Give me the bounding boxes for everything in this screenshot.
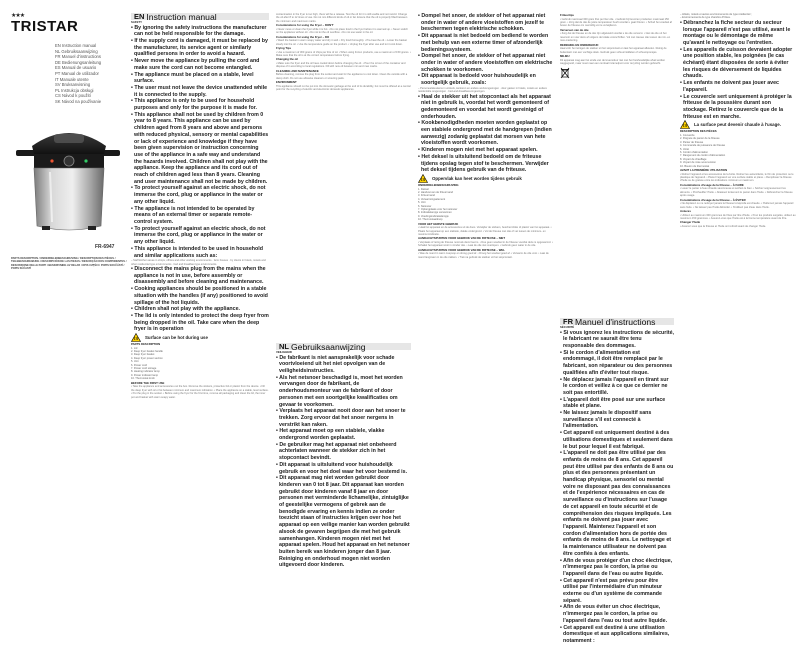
list-item: 4. Commande de puissance de friteuse <box>680 144 726 148</box>
nl-sub-bullets: – Personeelskeukens in winkels, kantoren en andere werkomgevingen · door gasten in hotels, motels en andere residentiële omgevingen · bed-and-breakfast-omgevingen. <box>418 86 547 94</box>
fr-body-text: • Ne déplacez ou ne nettoyez jamais la friteuse lorsqu'elle est chaude. • N'allumez jamais l'appareil sans huile. • Ne laissez pas l'huile déborder. • N'utilisez pas d'eau dans l'huile. <box>680 202 794 209</box>
list-item: • Si le cordon d'alimentation est endommagé, il doit être remplacé par le fabricant, son réparateur ou des personnes qualifiées afin d'éviter tout risque. <box>560 350 674 377</box>
fr-body-text: • Assurez-vous que la friteuse et l'huile ont refroidi avant de changer l'huile. <box>680 225 767 229</box>
nl-before-heading: VOOR HET EERSTE GEBRUIK <box>418 221 459 226</box>
list-item: • Afin de vous éviter un choc électrique, n'immergez pas le cordon, la prise ou l'appareil dans l'eau ou tout autre liquide. <box>560 604 674 624</box>
nl-section-header: NL Gebruiksaanwijzing <box>276 343 411 350</box>
list-item: • To protect yourself against an electric shock, do not immerse the cord, plug or appliance in the water or any other liquid. <box>131 185 269 205</box>
list-item: • Haal de stekker uit het stopcontact als het apparaat niet in gebruik is, voordat het wordt gemonteerd of gedemonteerd en voordat het wordt gereinigd of onderhouden. <box>418 94 554 121</box>
fr-frying-heading: Astuces <box>680 209 691 214</box>
en-surface-warning <box>131 333 269 342</box>
list-item: 7. Rangement du cordon d'alimentation <box>680 154 726 158</box>
en-body-text: • Never move or clean the fryer while it is hot. • Do not place food in the fryer before it is warmed up. • Never switch on the appliance without oil. • Do not let the oil overflow. • Do not use water in the oil. <box>276 27 408 35</box>
fr-body-text: • Utilisez au maximum 300 grammes de frites par litre d'huile. • Pour les produits surgelés, utilisez au maximum 150 grammes. • Assurez-vous que l'huile est à la bonne température avant de frire. <box>680 213 796 221</box>
list-item: • Débranchez la fiche secteur du secteur lorsque l'appareil n'est pas utilisé, avant le montage ou le démontage de même qu'avant le nettoyage ou l'entretien. <box>680 20 796 47</box>
list-item: 7. Opbergplaats voor het netsnoer <box>418 208 458 212</box>
list-item: 5. Unité <box>680 147 689 151</box>
list-item: • Dompel het snoer, de stekker of het apparaat niet onder in water of andere vloeistoffen om jezelf te beschermen tegen elektrische schokken. <box>418 13 554 33</box>
list-item: • Afin de vous protéger d'un choc électrique, n'immergez pas le cordon, la prise ou l'appareil dans de l'eau ou autre liquide. <box>560 558 674 578</box>
list-item: 3. Panier de friteuse <box>680 140 704 144</box>
list-item: • Cet appareil est uniquement destiné à des utilisations domestiques et seulement dans le but pour lequel il est fabriqué. <box>560 430 674 450</box>
en-body-text: • Take the appliance and accessories out the box. Remove the stickers, protective foil or plastic from the device. • Fill the deep fryer with oil or fat between minimum and maximum indication. • Place the appliance on a stable, level surface. • Put the plug in the socket. • Before using the fryer for the first time, remove all packaging and clean the lid, the inner pot and basket with warm soapy water. <box>131 385 269 399</box>
list-item: 3. Deep fryer basket <box>131 353 155 357</box>
list-item: • Dit apparaat is uitsluitend voor huishoudelijk gebruik en voor het doel waar het voor bestemd is. <box>276 462 411 475</box>
en-parts-list <box>131 347 269 381</box>
nl-body-text: Dit apparaat mag aan het einde van de levensduur niet met het huishoudelijke afval worden weggegooid, maar moet naar een centraal inzamelpunt voor recycling worden gebracht. <box>560 58 666 66</box>
nl-surface-note: Oppervlak kan heet worden tijdens gebruik <box>432 175 522 181</box>
nl-safety-list-2 <box>418 13 554 87</box>
nl-column <box>276 343 411 568</box>
fr-column <box>560 316 675 644</box>
fr-parts-list <box>680 134 796 168</box>
list-item: • Als het netsnoer beschadigd is, moet het worden vervangen door de fabrikant, de onderhoudsmonteur van de fabrikant of door personen met een soortgelijke kwalificaties om gevaar te voorkomen. <box>276 375 411 409</box>
list-item: • Het deksel is uitsluitend bedoeld om de friteuse tijdens opslag tegen stof te beschermen. Verwijder het deksel tijdens gebruik van de friteuse. <box>418 154 554 174</box>
language-item: CS Návod k použití <box>55 93 91 99</box>
list-item: • Ne laissez jamais le dispositif sans surveillance s'il est connecté à l'alimentation. <box>560 410 674 430</box>
en-title: Instruction manual <box>146 11 217 22</box>
language-item: FR Manuel d'instructions <box>55 54 101 60</box>
list-item: 10. Bouton du thermostat <box>680 164 710 168</box>
list-item: 7. Power cord storage <box>131 367 157 371</box>
list-item: • Children shall not play with the appliance. <box>131 306 269 313</box>
list-item: • This appliance is only to be used for household purposes and only for the purpose it is made for. <box>131 98 269 111</box>
list-item: 10. Thermostat knob <box>131 377 155 381</box>
nl-body-text: • Haal het apparaat en de accessoires uit de doos. Verwijder de stickers, beschermfolie of plastic van het apparaat. • Plaats het apparaat op een stabiele, vlakke ondergrond. • Vul de friteuse met olie of vet tussen de minimum- en maximumindicatie. <box>418 226 552 237</box>
list-item: 8. Voyant de chauffage <box>680 157 707 161</box>
list-item: • The lid is only intended to protect the deep fryer from being dropped in the oil. Take care when the deep fryer is in operation <box>131 313 269 333</box>
en-safety-heading: SAFETY <box>131 20 143 24</box>
list-item: 6. Netsnoer <box>418 204 432 208</box>
list-item: • Never move the appliance by pulling the cord and make sure the cord can not become entangled. <box>131 58 269 71</box>
en-parts-heading: PARTS DESCRIPTION <box>131 342 161 347</box>
list-item: • Het apparaat moet op een stabiele, vlakke ondergrond worden geplaatst. <box>276 428 411 441</box>
nl-safety-list <box>276 355 411 570</box>
fr-top-list <box>680 13 796 20</box>
hot-surface-icon <box>680 120 690 129</box>
fr-safety-list <box>560 330 674 645</box>
fr-surface-warning <box>680 120 796 129</box>
list-item: • Cet appareil n'est pas prévu pour être utilisé par l'intermédiaire d'un minuteur externe ou d'un système de commande séparé. <box>560 578 674 605</box>
en-section-header: EN Instruction manual <box>131 13 269 20</box>
list-item: • De gebruiker mag het apparaat niet onbeheerd achterlaten wanneer de stekker zich in het stopcontact bevindt. <box>276 442 411 462</box>
en-surface-note: Surface can be hot during use <box>145 335 208 341</box>
en-do-heading: Considerations for using the Fryer – DO <box>276 34 330 39</box>
en-safety-list-2 <box>131 266 269 333</box>
list-item: 8. Heating indicator lamp <box>131 370 160 374</box>
language-item: PT Manual de utilizador <box>55 70 99 76</box>
fryer-body <box>34 168 104 230</box>
language-item: DE Bedienungsanleitung <box>55 59 102 65</box>
nl-env-heading: MILIEU <box>560 54 570 59</box>
nl-cleaning-heading: REINIGING EN ONDERHOUD <box>560 42 599 47</box>
list-item: • The appliance must be placed on a stable, level surface. <box>131 72 269 85</box>
nl-do-heading: AANDACHTSPUNTEN VOOR GEBRUIK VAN DE FRITEUSE – WEL <box>418 247 505 252</box>
fr-parts-heading: DESCRIPTION DES PIÈCES <box>680 129 717 134</box>
list-item: 9. Voedingsindicatielampje <box>418 214 449 218</box>
fr-do-heading: Considérations d'usage de la friteuse – À ÉVITER <box>680 197 746 202</box>
list-item: • Si vous ignorez les instructions de sécurité, le fabricant ne saurait être tenu responsable des dommages. <box>560 330 674 350</box>
language-item: EN Instruction manual <box>55 43 97 48</box>
nl-body-text: • Zorg dat de friteuse en de olie zijn afgekoeld voordat u de olie ververst. • Giet de olie uit het reservoir en voer deze af volgens de lokale voorschriften. Vul met nieuwe olie tussen de min- en max-markering. <box>560 32 671 43</box>
deep-fryer-illustration <box>14 110 124 238</box>
language-item: SK Návod na používanie <box>55 98 102 104</box>
list-item: • De fabrikant is niet aansprakelijk voor schade voortvloeiend uit het niet opvolgen van de veiligheidsinstructies. <box>276 355 411 375</box>
en-body-text: • Make sure the fryer and the oil have cooled down before changing the oil. • Pour the oil out of the container and dispose of it according to local regulations. Fill with new oil between min and max marks. <box>276 62 406 69</box>
en-safety-list <box>131 25 269 260</box>
nl-column-3 <box>560 13 674 313</box>
en-column-2 <box>276 13 411 353</box>
nl-body-text: • Verplaats of reinig de friteuse nooit als deze heet is. • Doe geen voedsel in de friteuse voordat deze is opgewarmd. • Schakel het apparaat nooit in zonder olie. • Laat de olie niet overlopen. • Gebruik geen water in de olie. <box>418 241 553 248</box>
nl-title: Gebruiksaanwijzing <box>291 341 366 352</box>
fr-column-2 <box>680 13 796 568</box>
language-item: SV Bruksanvisning <box>55 82 91 88</box>
list-item: 9. Voyant de mise sous tension <box>680 161 716 165</box>
en-body-text: • Wash the basket in warm soapy water and dry it well. • Dry food thoroughly. • Pre-heat the oil. • Lower the basket slowly into the oil. • Use the temperature guide on the product. • Unplug the fryer after use and let it cool down. <box>276 39 407 46</box>
list-item: • Cet appareil est destiné à une utilisation domestique et aux applications similaires, notamment : <box>560 625 674 645</box>
fr-safety-list-2 <box>680 20 796 121</box>
en-body-text: • Use a maximum of 300 grams of chips per litre of oil. • When using frozen products, use a maximum of 150 grams. • Make sure that the oil is at the correct temperature before frying. <box>276 50 411 58</box>
list-item: • This appliance shall not be used by children from 0 year to 8 years. This appliance can be used by children aged from 8 years and above and persons with reduced physical, sensory or mental capabilities or lack of experience and knowledge if they have been given supervision or instruction concerning use of the appliance in a safe way and understand the hazards involved. Children shall not play with the appliance. Keep the appliance and its cord out of reach of children aged less than 8 years. Cleaning and user maintenance shall not be made by children. <box>131 112 269 186</box>
fr-section-header: FR Manuel d'instructions <box>560 318 674 325</box>
list-item: 3. Frituurmand <box>418 194 435 198</box>
list-item: • Dompel het snoer, de stekker of het apparaat niet onder in water of andere vloeistoffen om elektrische schokken te voorkomen. <box>418 53 554 73</box>
list-item: – Environnements de type chambre d'hôtes. <box>680 16 731 20</box>
hot-surface-icon <box>418 174 428 183</box>
parts-description-multilang: PARTS DESCRIPTION / ONDERDELENBESCHRIJVING / DESCRIPTION DES PIÈCES / TEILEBESCHREIBUNG / DESCRIPCIÓN DE LAS PIEZAS / DESCRIÇÃO DOS COMPONENTES / DESCRIZIONE DELLE PARTI / BESKRIVNING AV DELAR / OPIS CZĘŚCI / POPIS SOUČÁSTÍ / POPIS SÚČASTÍ <box>11 257 127 271</box>
list-item: 4. Deep fryer power section <box>131 356 163 360</box>
language-item: ES Manual de usuario <box>55 65 97 71</box>
hot-surface-icon <box>131 333 141 342</box>
list-item: • Les enfants ne doivent pas jouer avec l'appareil. <box>680 80 796 93</box>
list-item: • This appliance is intended to be used in household and similar applications such as: <box>131 246 269 259</box>
list-item: • Ne déplacez jamais l'appareil en tirant sur le cordon et veillez à ce que ce dernier ne soit pas entortillé. <box>560 377 674 397</box>
fr-surface-note: La surface peut devenir chaude à l'usage. <box>694 122 781 128</box>
list-item: • The user must not leave the device unattended while it is connected to the supply. <box>131 85 269 98</box>
thermostat-knob <box>64 156 74 166</box>
en-body-text: This appliance should not be put into the domestic garbage at the end of its durability, but must be offered at a central point for the recycling of electric and electronic domestic appliances. <box>276 84 411 92</box>
list-item: 1. Lid <box>131 346 138 350</box>
list-item: • Dit apparaat is bedoeld voor huishoudelijk en soortgelijk gebruik, zoals: <box>418 73 554 86</box>
list-item: 9. Power indicator lamp <box>131 373 159 377</box>
fr-before-heading: AVANT LA PREMIÈRE UTILISATION <box>680 168 728 173</box>
list-item: • L'appareil doit être posé sur une surface stable et plane. <box>560 397 674 410</box>
list-item: 2. Deep fryer basket handle <box>131 350 163 354</box>
language-list <box>55 43 127 105</box>
list-item: 8. Indicatielampje verwarmen <box>418 211 452 215</box>
en-frying-heading: Frying Tips <box>276 46 292 51</box>
nl-frying-heading: Frituurtips <box>560 13 574 17</box>
list-item: 2. Poignée du panier de la friteuse <box>680 137 720 141</box>
brand-logo <box>11 13 91 34</box>
en-env-heading: ENVIRONMENT <box>276 80 297 85</box>
en-changing-heading: Changing the oil <box>276 57 298 62</box>
brand-stars: ★★★ <box>11 13 25 19</box>
fr-cond-heading: Considérations d'usage de la friteuse – À FAIRE <box>680 182 744 187</box>
nl-changing-heading: Verversen van de olie <box>560 27 589 32</box>
en-body-text: contamination in the fryer is too high, there will be a release. Test the oil for it is still usable and not rancid. Change the oil after 8 to 12 times of use. Do not mix different kinds of oil or fat. Ensure that the oil is properly filled between the minimum and maximum marks. <box>276 13 408 23</box>
list-item: • By ignoring the safety instructions the manufacturer can not be held responsible for the damage. <box>131 25 269 38</box>
list-item: 1. Couvercle <box>680 133 695 137</box>
heating-indicator-lamp <box>50 159 53 162</box>
fr-body-text: • Lavez le panier à l'eau chaude savonneuse et séchez-le bien. • Séchez soigneusement les aliments. • Préchauffez l'huile. • Abaissez lentement le panier dans l'huile. • Débranchez la friteuse après usage. <box>680 187 793 198</box>
nl-safety-list-3 <box>418 94 554 174</box>
list-item: • Les appareils de cuisson devraient adopter une position stable, les poignées (le cas échéant) étant disposées de sorte à éviter les risques de déversement de liquides chauds. <box>680 47 796 81</box>
list-item: • The appliance is not intended to be operated by means of an external timer or separate remote-control system. <box>131 206 269 226</box>
nl-surface-warning <box>418 174 554 183</box>
language-item: PL Instrukcja obsługi <box>55 87 94 93</box>
nl-parts-heading: ONDERDELENBESCHRIJVING <box>418 182 459 187</box>
list-item: • Kookbenodigdheden moeten worden geplaatst op een stabiele ondergrond met de handgrepen (indien aanwezig) zodanig geplaatst dat morsen van hete vloeistoffen wordt voorkomen. <box>418 120 554 147</box>
nl-body-text: Haal vóór het reinigen de stekker uit het stopcontact en laat het apparaat afkoelen. Reinig de buitenkant met een vochtige doek. Gebruik geen schuurmiddelen of schuursponsjes. <box>560 47 667 54</box>
list-item: 10. Thermostaatknop <box>418 218 443 222</box>
nl-column-2 <box>418 13 554 568</box>
en-body-text: Before cleaning, remove the plug from the socket and wait for the appliance to cool down. Clean the outside with a damp cloth. Do not use abrasive cleaners or scouring pads. <box>276 73 408 80</box>
list-item: 2. Handvat van de frituurmand <box>418 190 453 194</box>
fr-safety-heading: SÉCURITÉ <box>560 325 575 329</box>
language-item: IT Manuale utente <box>55 76 89 82</box>
fr-body-text: • Retirez l'appareil et les accessoires de la boîte. Retirez les autocollants, le film de protection ou le plastique de l'appareil. • Placez l'appareil sur une surface stable et plane. • Remplissez la friteuse d'huile ou de graisse entre les indications minimum et maximum. <box>680 172 794 183</box>
list-item: • If the supply cord is damaged, it must be replaced by the manufacturer, its service agent or similarly qualified persons in order to avoid a hazard. <box>131 38 269 58</box>
lid-window <box>54 134 84 143</box>
list-item: • Disconnect the mains plug from the mains when the appliance is not in use, before assembly or disassembly and before cleaning and maintenance. <box>131 266 269 286</box>
list-item: • L'appareil ne doit pas être utilisé par des enfants de moins de 8 ans. Cet appareil peut être utilisé par des enfants de 8 ans ou plus et des personnes présentant un handicap physique, sensoriel ou mental voire ne disposant pas des connaissances et de l'expérience nécessaires en cas de surveillance ou d'instructions sur l'usage de cet appareil en toute sécurité et de compréhension des risques impliqués. Les enfants ne doivent pas jouer avec l'appareil. Maintenez l'appareil et son cordon d'alimentation hors de portée des enfants de moins de 8 ans. Le nettoyage et la maintenance utilisateur ne doivent pas être confiés à des enfants. <box>560 450 674 557</box>
nl-body-text: • Was de mand in warm zeepsop en droog goed af. • Droog het voedsel goed af. • Verwarm de olie voor. • Laat de mand langzaam in de olie zakken. • Trek na gebruik de stekker uit het stopcontact. <box>418 252 549 259</box>
nl-cond-heading: AANDACHTSPUNTEN VOOR GEBRUIK VAN DE FRITEUSE – NIET <box>418 236 506 241</box>
list-item: • Dit apparaat mag niet worden gebruikt door kinderen van 0 tot 8 jaar. Dit apparaat kan worden gebruikt door kinderen vanaf 8 jaar en door personen met verminderde lichamelijke, zintuiglijke of geestelijke vermogens of gebrek aan de benodigde ervaring en kennis indien ze onder toezicht staan of instructies krijgen over hoe het apparaat op een veilige manier kan worden gebruikt alsook de gevaren begrijpen die met het gebruik samenhangen. Kinderen mogen niet met het apparaat spelen. Houd het apparaat en het netsnoer buiten bereik van kinderen jonger dan 8 jaar. Reiniging en onderhoud mogen niet worden uitgevoerd door kinderen. <box>276 475 411 569</box>
list-item: 6. Power cord <box>131 363 148 367</box>
en-cleaning-heading: CLEANING AND MAINTENANCE <box>276 68 319 73</box>
list-item: • Cooking appliances should be positioned in a stable situation with the handles (if any) positioned to avoid spillage of the hot liquids. <box>131 286 269 306</box>
list-item: • Kinderen mogen niet met het apparaat spelen. <box>418 147 554 154</box>
model-number: FR-6947 <box>95 244 115 250</box>
list-item: • Verplaats het apparaat nooit door aan het snoer te trekken. Zorg ervoor dat het snoer nergens in verstrikt kan raken. <box>276 408 411 428</box>
nl-body-text: • Gebruik maximaal 300 gram friet per liter olie. • Gebruik bij bevroren producten maximaal 150 gram. • Zorg dat de olie de juiste temperatuur heeft voordat u gaat frituren. • Schud het voedsel af boven de friteuse om overtollig vet te verwijderen. <box>560 17 672 28</box>
en-cond-heading: Considerations for using the Fryer – DON'T <box>276 23 334 28</box>
list-item: • To protect yourself against an electric shock, do not immerse the cord, plug or appliance in the water or any other liquid. <box>131 226 269 246</box>
list-item: • Dit apparaat is niet bedoeld om bediend te worden met behulp van een externe timer of afzonderlijk bedieningssysteem. <box>418 33 554 53</box>
list-item: 5. Unit <box>131 360 139 364</box>
list-item: 4. Verwarmingselement <box>418 197 446 201</box>
list-item: – Hôtels, motels et autres environnements de type résidentiel ; <box>680 13 752 16</box>
language-item: NL Gebruiksaanwijzing <box>55 48 98 54</box>
list-item: 5. Unit <box>418 201 426 205</box>
fr-title: Manuel d'instructions <box>575 316 656 327</box>
en-sub-bullets: – Staff kitchen areas in shops, offices and other working environments · farm houses · by clients in hotels, motels and other residential type environments · bed and breakfast type environments. <box>131 259 266 266</box>
brand-name: TRISTAR <box>11 18 79 35</box>
en-before-heading: BEFORE THE FIRST USE <box>131 380 165 385</box>
nl-parts-list <box>418 188 554 222</box>
power-indicator-lamp <box>84 159 87 162</box>
list-item: • Le couvercle sert uniquement à protéger la friteuse de la poussière durant son stockage. Retirez le couvercle que de la friteuse est en marche. <box>680 94 796 121</box>
nl-safety-heading: VEILIGHEID <box>276 350 292 354</box>
en-column <box>131 13 269 568</box>
weee-bin-icon <box>560 67 570 79</box>
list-item: 6. Cordon d'alimentation <box>680 150 709 154</box>
list-item: 1. Deksel <box>418 187 429 191</box>
fr-changing-heading: Changer l'huile <box>680 220 701 225</box>
